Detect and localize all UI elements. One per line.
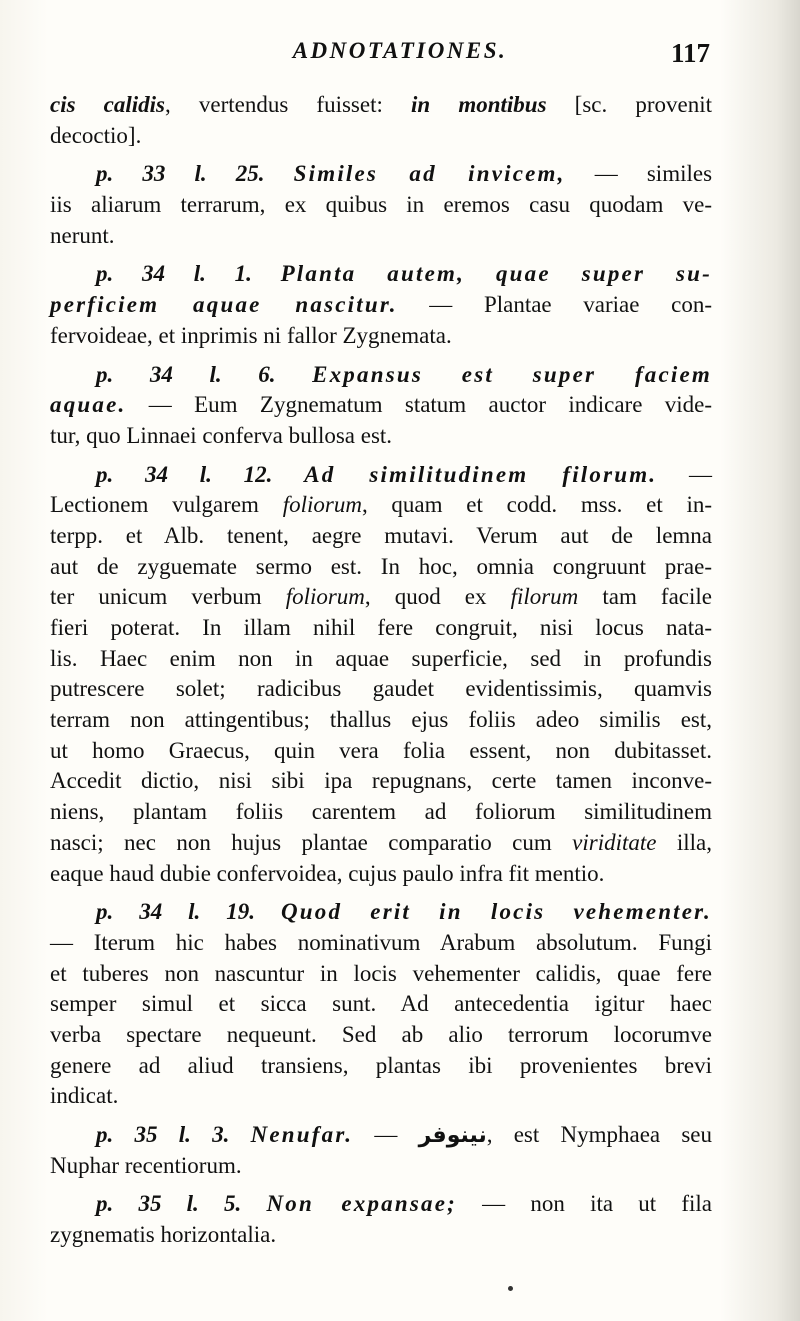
- text-span: — Eum Zygnematum statum auctor indicare vide-: [126, 392, 712, 418]
- text-line: — Iterum hic habes nominativum Arabum absolutum. Fungi: [50, 929, 712, 955]
- page-line-reference: p. 34 l. 19.: [96, 899, 255, 925]
- text-span: —: [657, 461, 713, 487]
- text-line: Nuphar recentiorum.: [50, 1152, 242, 1178]
- text-span: — Plantae variae con-: [397, 292, 712, 318]
- lemma-text: Non expansae;: [266, 1191, 457, 1217]
- note-heading: [50, 460, 712, 491]
- running-title: ADNOTATIONES.: [292, 38, 508, 63]
- lemma-text: Quod erit in locis vehementer.: [280, 899, 713, 925]
- italic-word: filorum: [510, 584, 579, 610]
- text-span: , quod ex: [364, 584, 511, 610]
- text-span: —: [353, 1122, 419, 1147]
- text-line: terram non attingentibus; thallus ejus foliis adeo similis est,: [50, 707, 712, 733]
- text-line: [50, 290, 712, 321]
- ink-speck: [508, 1286, 513, 1291]
- note-heading: [50, 360, 712, 391]
- page-line-reference: p. 34 l. 6.: [96, 361, 276, 387]
- note-heading: [50, 897, 712, 928]
- lemma-text: aquae.: [50, 392, 127, 418]
- lemma-text: Ad similitudinem filorum.: [304, 461, 658, 487]
- text-span: ter unicum verbum: [50, 584, 286, 610]
- text-line: fieri poterat. In illam nihil fere congruit, nisi locus nata-: [50, 615, 712, 640]
- lemma-text: Similes ad invicem,: [293, 161, 566, 187]
- text-span: , quam et codd. mss. et in-: [361, 492, 712, 518]
- text-span: , vertendus fuisset:: [165, 92, 412, 117]
- lemma-text: Nenufar.: [250, 1122, 354, 1147]
- lemma-text: perficiem aquae nascitur.: [50, 292, 398, 318]
- text-line: et tuberes non nascuntur in locis vehementer calidis, quae fere: [50, 960, 712, 986]
- lemma-text: Expansus est super faciem: [312, 361, 713, 387]
- page-number: 117: [670, 38, 710, 68]
- arabic-word: نينوفر: [418, 1123, 487, 1148]
- page-header: [0, 38, 800, 78]
- note-heading: [50, 1189, 712, 1220]
- text-line: ut homo Graecus, quin vera folia essent, non dubitasset.: [50, 737, 712, 763]
- text-line: niens, plantam foliis carentem ad foliorum similitudinem: [50, 799, 712, 825]
- page-line-reference: p. 35 l. 3.: [96, 1122, 230, 1147]
- lemma-text: cis calidis: [50, 92, 166, 117]
- lemma-text: Planta autem, quae super su-: [280, 261, 713, 287]
- text-line: tur, quo Linnaei conferva bullosa est.: [50, 422, 393, 448]
- text-line: [50, 490, 712, 521]
- text-line: [50, 390, 712, 421]
- text-line: aut de zyguemate sermo est. In hoc, omnia congruunt prae-: [50, 553, 712, 579]
- page-line-reference: p. 34 l. 1.: [96, 261, 252, 287]
- text-line: verba spectare nequeunt. Sed ab alio terrorum locorumve: [50, 1021, 712, 1047]
- text-line: fervoideae, et inprimis ni fallor Zygnemata.: [50, 322, 452, 348]
- italic-word: viriditate: [572, 829, 657, 855]
- text-line: putrescere solet; radicibus gaudet evidentissimis, quamvis: [50, 676, 712, 702]
- text-line: genere ad aliud transiens, plantas ibi provenientes brevi: [50, 1052, 712, 1078]
- text-span: Lectionem vulgarem: [50, 492, 283, 518]
- text-line: [50, 828, 712, 859]
- text-line: semper simul et sicca sunt. Ad antecedentia igitur haec: [50, 991, 712, 1017]
- note-heading: [50, 159, 712, 190]
- page-line-reference: p. 33 l. 25.: [96, 161, 265, 187]
- text-span: [sc. provenit: [546, 92, 713, 117]
- text-line: zygnematis horizontalia.: [50, 1222, 277, 1248]
- text-line: Accedit dictio, nisi sibi ipa repugnans, certe tamen inconve-: [50, 768, 712, 794]
- text-span: , est Nymphaea seu: [486, 1122, 713, 1147]
- text-line: decoctio].: [50, 122, 142, 148]
- note-heading: [50, 1120, 712, 1151]
- page-line-reference: p. 34 l. 12.: [96, 461, 273, 487]
- page-line-reference: p. 35 l. 5.: [96, 1191, 242, 1217]
- text-span: nasci; nec non hujus plantae comparatio cum: [50, 829, 573, 855]
- text-line: terpp. et Alb. tenent, aegre mutavi. Verum aut de lemna: [50, 522, 712, 548]
- italic-word: foliorum: [285, 584, 365, 610]
- text-span: — non ita ut fila: [456, 1191, 713, 1217]
- italic-word: foliorum: [282, 492, 362, 518]
- text-span: — similes: [565, 161, 713, 187]
- text-span: tam facile: [578, 584, 712, 610]
- annotations-text: [50, 90, 712, 1251]
- text-line: eaque haud dubie confervoidea, cujus paulo infra fit mentio.: [50, 860, 605, 886]
- text-line: [50, 90, 712, 121]
- text-line: iis aliarum terrarum, ex quibus in eremos casu quodam ve-: [50, 192, 712, 218]
- text-line: [50, 582, 712, 613]
- text-line: indicat.: [50, 1083, 119, 1109]
- text-span: illa,: [656, 829, 712, 855]
- text-line: nerunt.: [50, 222, 115, 248]
- text-line: lis. Haec enim non in aquae superficie, sed in profundis: [50, 645, 712, 671]
- lemma-text: in montibus: [411, 92, 547, 117]
- note-heading: [50, 259, 712, 290]
